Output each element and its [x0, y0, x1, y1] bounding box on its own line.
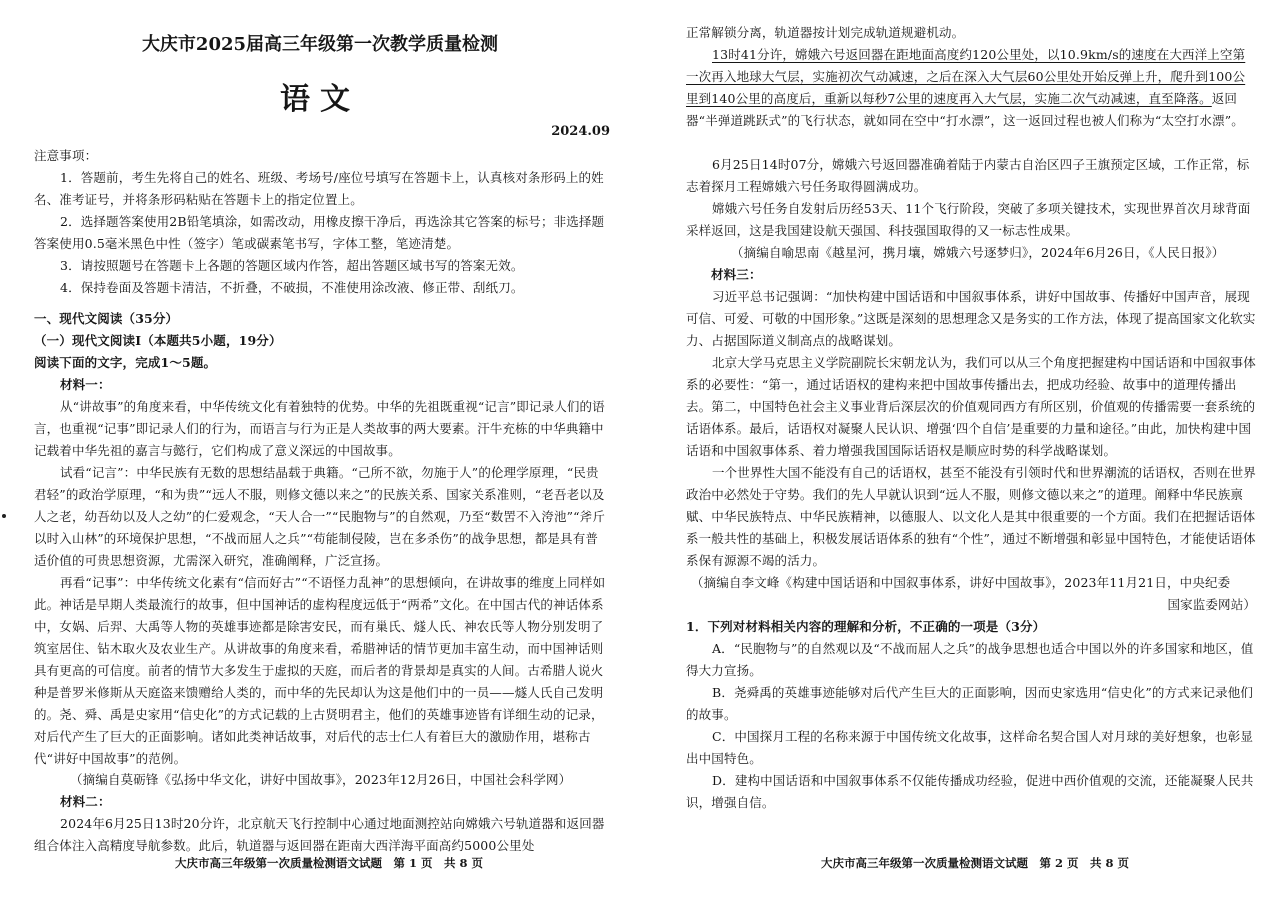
material1-paragraph: 试看“记言”：中华民族有无数的思想结晶载于典籍。“己所不欲，勿施于人”的伦理学原理，“民贵君轻”的政治学原理，“和为贵”“远人不服，则修文德以来之”的民族关系、国家关系准则，“老吾老以及人之老，幼吾幼以及人之幼”的仁爱观念，“天人合一”“民胞物与”的自然观，乃至“数罟不入洿池”“斧斤以时入山林”的环境保护思想，“不战而屈人之兵”“苟能制侵陵，岂在多杀伤”的战争思想，都是具有普适价值的可贵思想资源，尤需深入研究，准确阐释，广泛宣扬。	[34, 465, 605, 568]
page-footer: 大庆市高三年级第一次质量检测语文试题 第 2 页 共 8 页	[821, 856, 1130, 870]
material3-source-cont: 国家监委网站）	[1167, 597, 1256, 612]
material2-paragraph-53days: 嫦娥六号任务自发射后历经53天、11个飞行阶段，突破了多项关键技术，实现世界首次月球背面采样返回，这是我国建设航天强国、科技强国取得的又一标志性成果。	[686, 201, 1251, 238]
page-2	[641, 0, 1282, 900]
page-footer: 大庆市高三年级第一次质量检测语文试题 第 1 页 共 8 页	[175, 856, 484, 870]
notice-item: 2．选择题答案使用2B铅笔填涂，如需改动，用橡皮擦干净后，再选涂其它答案的标号；非选择题答案使用0.5毫米黑色中性（签字）笔或碳素笔书写，字体工整，笔迹清楚。	[34, 214, 605, 251]
material2-paragraph-1407: 6月25日14时07分，嫦娥六号返回器准确着陆于内蒙古自治区四子王旗预定区域，工作正常，标志着探月工程嫦娥六号任务取得圆满成功。	[686, 157, 1250, 194]
notice-heading: 注意事项：	[34, 148, 98, 163]
question-1-option-a: A．“民胞物与”的自然观以及“不战而屈人之兵”的战争思想也适合中国以外的许多国家和地区，值得大力宣扬。	[686, 641, 1254, 678]
notice-item: 4．保持卷面及答题卡清洁，不折叠，不破损，不准使用涂改液、修正带、刮纸刀。	[60, 280, 524, 295]
exam-title: 大庆市2025届高三年级第一次教学质量检测	[141, 34, 499, 55]
material3-paragraph: 北京大学马克思主义学院副院长宋朝龙认为，我们可以从三个角度把握建构中国话语和中国叙事体系的必要性：“第一，通过话语权的建构来把中国故事传播出去，把成功经验、故事中的道理传播出去。第二，中国特色社会主义事业背后深层次的价值观同西方有所区别，价值观的传播需要一套系统的话语体系。最后，话语权对凝聚人民认识、增强‘四个自信’是重要的力量和途径。”由此，加快构建中国话语和中国叙事体系、着力增强我国国际话语权是顺应时势的科学战略谋划。	[686, 355, 1256, 458]
material2-source: （摘编自喻思南《越星河，携月壤，嫦娥六号逐梦归》，2024年6月26日，《人民日报》）	[731, 245, 1225, 260]
notice-item: 1．答题前，考生先将自己的姓名、班级、考场号/座位号填写在答题卡上，认真核对条形码上的姓名、准考证号，并将条形码粘贴在答题卡上的指定位置上。	[34, 170, 604, 207]
material3-label: 材料三：	[711, 267, 762, 282]
passage-continuation: 返回器“半弹道跳跃式”的飞行状态，就如同在空中“打水漂”，这一返回过程也被人们称为“太空打水漂”。	[686, 91, 1244, 128]
underlined-passage: 13时41分许，嫦娥六号返回器在距地面高度约120公里处，以10.9km/s的速度在大西洋上空第一次再入地球大气层，实施初次气动减速，之后在深入大气层60公里处开始反弹上升，爬升到100公里到140公里的高度后，重新以每秒7公里的速度再入大气层，实施二次气动减速，直至降落。	[686, 47, 1246, 106]
subsection-heading: （一）现代文阅读Ⅰ（本题共5小题，19分）	[34, 333, 282, 348]
material3-paragraph: 习近平总书记强调：“加快构建中国话语和中国叙事体系，讲好中国故事、传播好中国声音，展现可信、可爱、可敬的中国形象。”这既是深刻的思想理念又是务实的工作方法，体现了提高国家文化软实力、占据国际道义制高点的战略谋划。	[686, 289, 1256, 348]
question-1-option-c: C．中国探月工程的名称来源于中国传统文化故事，这样命名契合国人对月球的美好想象，也彰显出中国特色。	[686, 729, 1254, 766]
question-1-stem: 1．下列对材料相关内容的理解和分析，不正确的一项是（3分）	[686, 619, 1046, 634]
question-1-option-b: B．尧舜禹的英雄事迹能够对后代产生巨大的正面影响，因而史家选用“信史化”的方式来记录他们的故事。	[686, 685, 1254, 722]
subject-title: 语文	[280, 82, 360, 117]
material3-source: （摘编自李文峰《构建中国话语和中国叙事体系，讲好中国故事》，2023年11月21日，中央纪委	[691, 575, 1231, 590]
material2-continued: 正常解锁分离，轨道器按计划完成轨道规避机动。	[686, 25, 965, 40]
material2-paragraph-1341	[686, 44, 1256, 132]
notice-item: 3．请按照题号在答题卡上各题的答题区域内作答，超出答题区域书写的答案无效。	[60, 258, 524, 273]
material3-paragraph: 一个世界性大国不能没有自己的话语权，甚至不能没有引领时代和世界潮流的话语权，否则在世界政治中必然处于守势。我们的先人早就认识到“远人不服，则修文德以来之”的道理。阐释中华民族禀赋、中华民族特点、中华民族精神，以德服人、以文化人是其中很重要的一个方面。我们在把握话语体系一般共性的基础上，积极发展话语体系的独有“个性”，通过不断增强和彰显中国特色，才能使话语体系保有源源不竭的活力。	[686, 465, 1256, 568]
scan-speck	[2, 514, 6, 518]
material1-label: 材料一：	[60, 377, 111, 392]
reading-instruction: 阅读下面的文字，完成1～5题。	[34, 355, 217, 370]
material2-paragraph: 2024年6月25日13时20分许，北京航天飞行控制中心通过地面测控站向嫦娥六号轨道器和返回器组合体注入高精度导航参数。此后，轨道器与返回器在距南大西洋海平面高约5000公里处	[34, 816, 605, 853]
section-heading: 一、现代文阅读（35分）	[34, 311, 179, 326]
material1-paragraph: 再看“记事”：中华传统文化素有“信而好古”“不语怪力乱神”的思想倾向，在讲故事的维度上同样如此。神话是早期人类最流行的故事，但中国神话的虚构程度远低于“两希”文化。在中国古代的神话体系中，女娲、后羿、大禹等人物的英雄事迹都是除害安民，而有巢氏、燧人氏、神农氏等人物分别发明了筑室居住、钻木取火及农业生产。从讲故事的角度来看，希腊神话的情节更加丰富生动，而中国神话则具有更高的可信度。前者的情节大多发生于虚拟的天庭，而后者的背景却是真实的人间。古希腊人说火种是普罗米修斯从天庭盗来馈赠给人类的，而中华的先民却认为这是他们中的一员——燧人氏自己发明的。尧、舜、禹是史家用“信史化”的方式记载的上古贤明君主，他们的英雄事迹皆有详细生动的记录，对后代产生了巨大的正面影响。诸如此类神话故事，对后代的志士仁人有着巨大的激励作用，堪称古代“讲好中国故事”的范例。	[34, 575, 606, 766]
question-1-option-d: D．建构中国话语和中国叙事体系不仅能传播成功经验，促进中西价值观的交流，还能凝聚人民共识，增强自信。	[686, 773, 1254, 810]
material1-source: （摘编自莫砺锋《弘扬中华文化，讲好中国故事》，2023年12月26日，中国社会科学网）	[70, 772, 572, 787]
exam-date: 2024.09	[551, 124, 610, 139]
material1-paragraph: 从“讲故事”的角度来看，中华传统文化有着独特的优势。中华的先祖既重视“记言”即记录人们的语言，也重视“记事”即记录人们的行为，而语言与行为正是人类故事的两大要素。汗牛充栋的中华典籍中记载着中华先祖的嘉言与懿行，它们构成了意义深远的中国故事。	[34, 399, 605, 458]
material2-label: 材料二：	[60, 794, 111, 809]
